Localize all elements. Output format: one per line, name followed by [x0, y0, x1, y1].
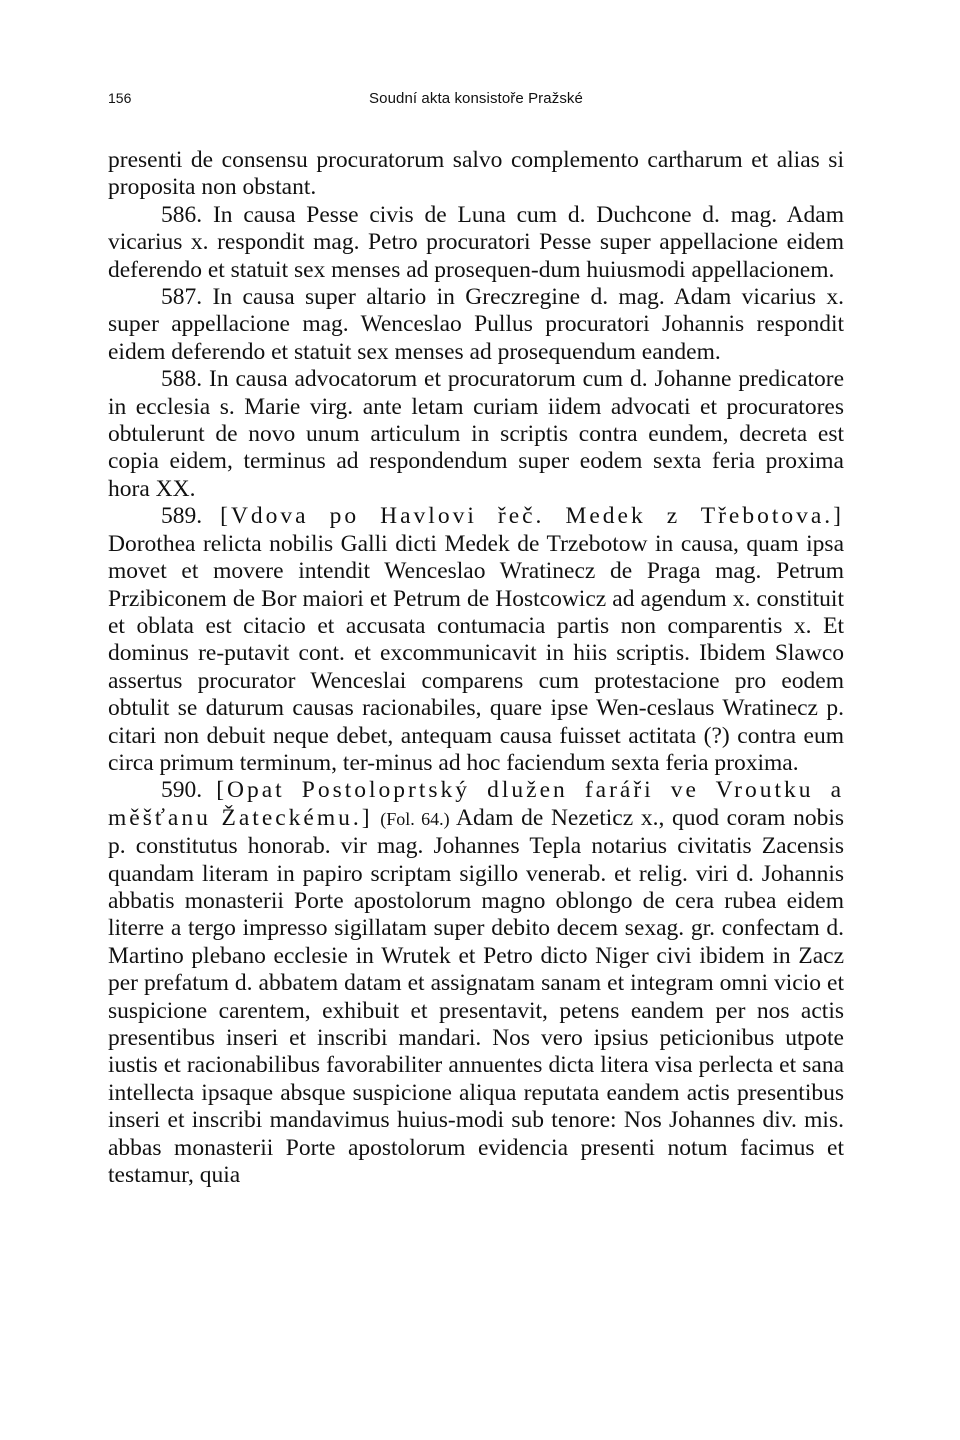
entry-587 — [108, 284, 844, 366]
entry-589 — [108, 503, 844, 777]
entry-588 — [108, 366, 844, 503]
page-number: 156 — [108, 90, 132, 106]
paragraph-text: presenti de consensu procuratorum salvo complemento cartharum et alias si proposita non obstant. — [108, 147, 844, 201]
entry-number: 587. — [161, 284, 203, 311]
entry-590 — [108, 777, 844, 1189]
entry-number: 589. — [161, 503, 203, 530]
entry-heading: [Opat Postoloprtský dlužen faráři ve Vroutku a měšťanu Žateckému.] — [108, 777, 845, 831]
entry-text: Dorothea relicta nobilis Galli dicti Medek de Trzebotow in causa, quam ipsa movet et movere intendit Wenceslao Wratinecz de Praga mag. Petrum Przibiconem de Bor maiori et Petrum de Hostcowicz ad agendum x. constituit et oblata est citacio et accusata contumacia partis non comparentis x. Et dominus re-putavit cont. et excommunicavit in hiis scriptis. Ibidem Slawco assertus procurator Wenceslai comparens cum protestacione pro eodem obtulit se daturum causas racionabiles, quare ipse Wen-ceslaus Wratinecz p. citari non debuit neque debet, antequam causa fuisset actitata (?) contra eum circa primum terminum, ter-minus ad hoc faciendum sexta feria proxima. — [108, 530, 844, 776]
paragraph-continuation — [108, 147, 844, 202]
entry-text: In causa advocatorum et procuratorum cum d. Johanne predicatore in ecclesia s. Marie virg. ante letam curiam iidem advocati et procuratores obtulerunt de novo unum articulum in scriptis contra eundem, decreta est copia eidem, terminus ad respondendum super eodem sexta feria proxima hora XX. — [108, 366, 844, 502]
folio-reference: (Fol. 64.) — [380, 808, 450, 829]
entry-text: In causa Pesse civis de Luna cum d. Duchcone d. mag. Adam vicarius x. respondit mag. Petro procuratori Pesse super appellacione eidem deferendo et statuit sex menses ad prosequen-dum huiusmodi appellacionem. — [108, 201, 845, 283]
document-page — [108, 90, 844, 1189]
running-title: Soudní akta konsistoře Pražské — [369, 90, 583, 107]
entry-number: 588. — [161, 366, 203, 393]
running-head — [108, 90, 844, 114]
document-body — [108, 147, 844, 1189]
entry-number: 590. — [161, 777, 203, 804]
entry-heading: [Vdova po Havlovi řeč. Medek z Třebotova.] — [220, 503, 845, 530]
entry-text: Adam de Nezeticz x., quod coram nobis p. constitutus honorab. vir mag. Johannes Tepla notarius civitatis Zacensis quandam literam in papiro scriptam sigillo venerab. et relig. viri d. Johannis abbatis monasterii Porte apostolorum magno oblongo de cera rubea eidem literre a tergo impresso sigillatam super debito decem sexag. gr. confectam d. Martino plebano ecclesie in Wrutek et Petro dicto Niger civi ibidem in Zacz per prefatum d. abbatem datam et assignatam sanam et integram omni vicio et suspicione carentem, exhibuit et presentavit, petens eandem per nos actis presentibus inseri et inscribi mandari. Nos vero ipsius peticionibus utpote iustis et racionabilibus favorabiliter annuentes dicta litera visa perlecta et sana intellecta ipsaque absque suspicione aliqua reputata eandem actis presentibus inseri et inscribi mandavimus huius-modi sub tenore: Nos Johannes div. mis. abbas monasterii Porte apostolorum evidencia presenti notum facimus et testamur, quia — [108, 804, 844, 1189]
entry-number: 586. — [161, 201, 203, 228]
entry-586 — [108, 202, 844, 284]
entry-text: In causa super altario in Greczregine d. mag. Adam vicarius x. super appellacione mag. Wenceslao Pullus procuratori Johannis respondit eidem deferendo et statuit sex menses ad prosequendum eandem. — [108, 284, 845, 365]
